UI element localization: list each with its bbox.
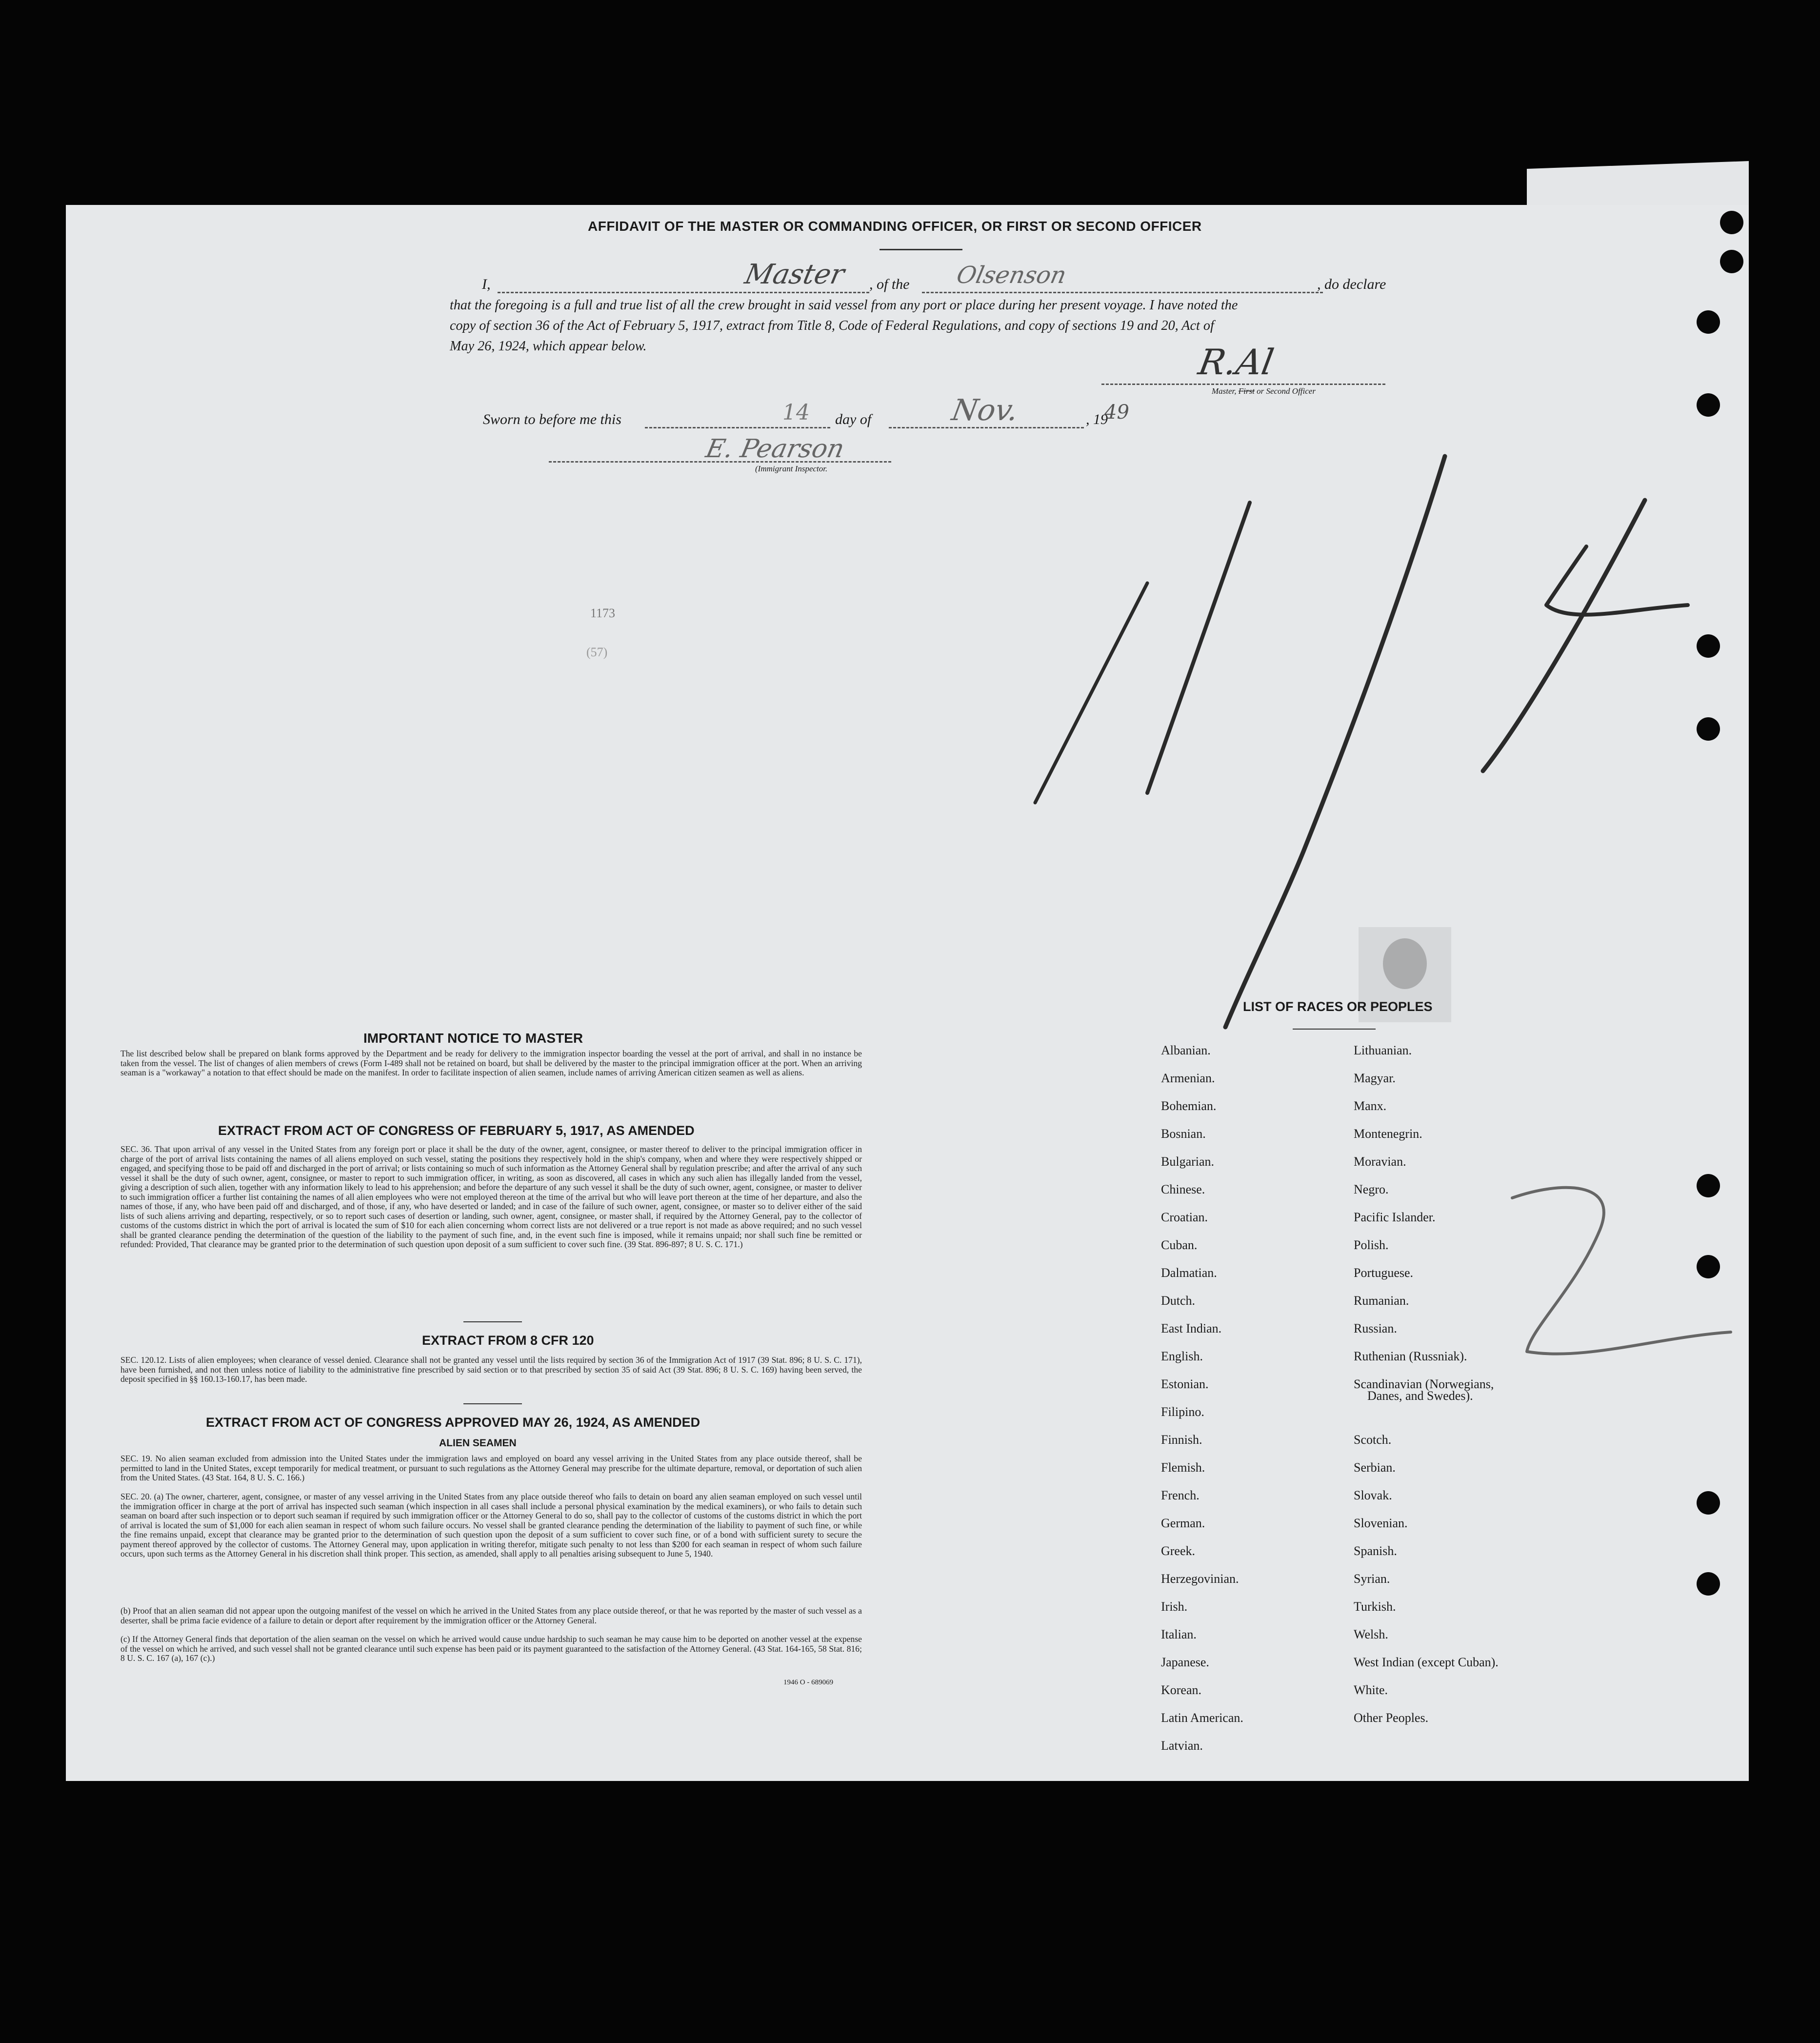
handwritten-month: Nov. — [949, 393, 1021, 427]
handwritten-day: 14 — [782, 400, 810, 425]
extract-1924-subtitle: ALIEN SEAMEN — [439, 1437, 517, 1449]
race-item: Greek. — [1161, 1544, 1196, 1558]
inspector-caption: (Immigrant Inspector. — [755, 464, 828, 473]
race-item: White. — [1354, 1683, 1388, 1697]
race-item: Serbian. — [1354, 1460, 1396, 1475]
race-item: Albanian. — [1161, 1043, 1211, 1057]
race-item: East Indian. — [1161, 1321, 1222, 1335]
extract-1917-title: EXTRACT FROM ACT OF CONGRESS OF FEBRUARY 5, 1917, AS AMENDED — [218, 1123, 695, 1138]
extract-1924-para-20c: (c) If the Attorney General finds that deportation of the alien seaman on the vessel on which he arrived would cause undue hardship to such seaman he may cause him to be deported on another vessel at the expense of the vessel on which he arrived, and such vessel shall not be granted clearance until such expense has been paid or its payment guaranteed to the satisfaction of the Attorney General. (43 Stat. 164-165, 58 Stat. 816; 8 U. S. C. 167 (a), 167 (c).) — [120, 1634, 862, 1663]
race-item: English. — [1161, 1349, 1203, 1363]
race-item: French. — [1161, 1488, 1200, 1502]
race-item: Dutch. — [1161, 1294, 1196, 1308]
race-item: Russian. — [1354, 1321, 1397, 1335]
race-item: Syrian. — [1354, 1572, 1390, 1586]
caption-second-officer: or Second Officer — [1257, 386, 1316, 396]
race-item: Other Peoples. — [1354, 1711, 1429, 1725]
race-item: Ruthenian (Russniak). — [1354, 1349, 1467, 1363]
handwritten-year: 49 — [1104, 401, 1129, 424]
print-code: 1946 O - 689069 — [783, 1679, 834, 1686]
race-item: Magyar. — [1354, 1071, 1396, 1085]
race-item: Cuban. — [1161, 1238, 1198, 1252]
faint-stamp-top: 1173 — [590, 606, 616, 620]
notice-title: IMPORTANT NOTICE TO MASTER — [363, 1031, 583, 1046]
race-item: Bulgarian. — [1161, 1154, 1215, 1169]
do-declare-label: , do declare — [1317, 276, 1386, 292]
separator-rule — [463, 1403, 522, 1404]
race-item: German. — [1161, 1516, 1205, 1530]
race-item: Negro. — [1354, 1182, 1389, 1196]
race-item: Turkish. — [1354, 1599, 1396, 1614]
of-the-label: , of the — [869, 276, 910, 292]
race-item: Pacific Islander. — [1354, 1210, 1436, 1224]
year-prefix: , 19 — [1086, 411, 1108, 427]
day-of-label: day of — [835, 411, 872, 427]
race-item: Rumanian. — [1354, 1294, 1409, 1308]
race-item: Japanese. — [1161, 1655, 1209, 1669]
caption-first-struck: First — [1238, 386, 1255, 396]
sworn-label: Sworn to before me this — [483, 411, 621, 427]
race-item: Latin American. — [1161, 1711, 1243, 1725]
race-item: Finnish. — [1161, 1433, 1202, 1447]
race-item: Irish. — [1161, 1599, 1188, 1614]
race-item: Chinese. — [1161, 1182, 1205, 1196]
extract-1924-para-19: SEC. 19. No alien seaman excluded from admission into the United States under the immigration laws and employed on board any vessel arriving in the United States from any place outside thereof, shall be permitted to land in the United States, except temporarily for medical treatment, or pursuant to such regulations as the Attorney General may prescribe for the ultimate departure, removal, or deportation of such alien from the United States. (43 Stat. 164, 8 U. S. C. 166.) — [120, 1454, 862, 1482]
inspector-signature: E. Pearson — [703, 434, 847, 464]
race-item: Danes, and Swedes). — [1367, 1389, 1473, 1403]
race-item: Scandinavian (Norwegians, — [1354, 1377, 1494, 1391]
affidavit-body-line2: copy of section 36 of the Act of February 5, 1917, extract from Title 8, Code of Federal Regulations, and copy of sections 19 and 20, Act of — [450, 318, 1214, 333]
race-item: Croatian. — [1161, 1210, 1208, 1224]
race-item: Scotch. — [1354, 1433, 1392, 1447]
race-item: Herzegovinian. — [1161, 1572, 1239, 1586]
race-item: Montenegrin. — [1354, 1127, 1422, 1141]
affidavit-body-line3: May 26, 1924, which appear below. — [450, 339, 647, 354]
extract-1924-para-20b: (b) Proof that an alien seaman did not appear upon the outgoing manifest of the vessel on which he arrived in the United States from any place outside thereof, or that he was reported by the master of such vessel as a deserter, shall be prima facie evidence of a failure to detain or deport after requirement by the immigration officer or the Attorney General. — [120, 1606, 862, 1625]
race-item: Dalmatian. — [1161, 1266, 1217, 1280]
race-item: Italian. — [1161, 1627, 1197, 1641]
races-title-rule — [1293, 1029, 1376, 1030]
extract-cfr-title: EXTRACT FROM 8 CFR 120 — [422, 1333, 594, 1348]
extract-1924-para-20a: SEC. 20. (a) The owner, charterer, agent, consignee, or master of any vessel arriving in the United States from any place outside thereof who fails to detain on board any alien seaman employed on such vessel until the immigration officer in charge at the port of arrival has inspected such seaman (which inspection in all cases shall include a personal physical examination by the medical examiners), or who fails to detain such seaman on board after such inspection or to deport such seaman if required by such immigration officer or the Attorney General to do so, shall pay to the collector of customs of the customs district in which the port of arrival is located the sum of $1,000 for each alien seaman in respect of whom such failure occurs. No vessel shall be granted clearance pending the determination of the liability to payment of such fine, or while the fine remains unpaid, except that clearance may be granted prior to the determination of such question upon the deposit of a sum sufficient to cover such fine, or of a bond with sufficient surety to secure the payment thereof approved by the collector of customs. The Attorney General may, upon application in writing therefor, mitigate such penalty to not less than $200 for each seaman in respect of whom such failure occurs, upon such terms as the Attorney General in his discretion shall think proper. This section, as amended, shall apply to all penalties arising subsequent to June 5, 1940. — [120, 1492, 862, 1558]
race-item: Flemish. — [1161, 1460, 1205, 1475]
race-item: Manx. — [1354, 1099, 1387, 1113]
races-title: LIST OF RACES OR PEOPLES — [1243, 999, 1433, 1014]
separator-rule — [463, 1321, 522, 1322]
race-item: Spanish. — [1354, 1544, 1397, 1558]
handwritten-rank: Master — [742, 259, 847, 290]
race-item: Polish. — [1354, 1238, 1389, 1252]
extract-1917-text: SEC. 36. That upon arrival of any vessel in the United States from any foreign port or place it shall be the duty of the owner, agent, consignee, or master thereof to deliver to the principal immigration officer in charge of the port of arrival lists containing the names of all aliens employed on such vessel, stating the positions they respectively hold in the ship's company, when and where they were respectively shipped or engaged, and specifying those to be paid off and discharged in the port of arrival; or lists containing so much of such information as the Attorney General shall by regulation prescribe; and after the arrival of any such vessel it shall be the duty of such owner, agent, consignee, or master to report to such immigration officer, in writing, as soon as discovered, all cases in which any such alien has illegally landed from the vessel, giving a description of such alien, together with any information likely to lead to his apprehension; and before the departure of any such vessel it shall be the duty of such owner, agent, consignee, or master to deliver to such immigration officer a further list containing the names of all alien employees who were not employed thereon at the time of the arrival but who will leave port thereon at the time of her departure, and also the names of those, if any, who have been paid off and discharged, and of those, if any, who have deserted or landed; and in case of the failure of such owner, agent, consignee, or master so to deliver either of the said lists of such aliens arriving and departing, respectively, or so to report such cases of desertion or landing, such owner, agent, consignee, or master shall, if required by the Attorney General, pay to the collector of customs of the customs district in which the port of arrival is located the sum of $10 for each alien concerning whom correct lists are not delivered or a true report is not made as above required; and no such vessel shall be granted clearance pending the determination of the question of the liability to the payment of such fine, and, in the event such fine is imposed, while it remains unpaid; nor shall such fine be remitted or refunded: Provided, That clearance may be granted prior to the determination of such question upon deposit of a sum sufficient to cover such fine. (39 Stat. 896-897; 8 U. S. C. 171.) — [120, 1144, 862, 1249]
race-item: Lithuanian. — [1354, 1043, 1412, 1057]
race-item: Armenian. — [1161, 1071, 1215, 1085]
affidavit-title: AFFIDAVIT OF THE MASTER OR COMMANDING OFFICER, OR FIRST OR SECOND OFFICER — [588, 219, 1202, 234]
handwritten-vessel: Olsenson — [954, 262, 1069, 289]
race-item: Slovak. — [1354, 1488, 1392, 1502]
race-item: Bosnian. — [1161, 1127, 1206, 1141]
extract-1924-title: EXTRACT FROM ACT OF CONGRESS APPROVED MAY 26, 1924, AS AMENDED — [206, 1415, 700, 1430]
race-item: Welsh. — [1354, 1627, 1388, 1641]
extract-cfr-text: SEC. 120.12. Lists of alien employees; when clearance of vessel denied. Clearance shall not be granted any vessel until the lists required by section 36 of the Immigration Act of 1917 (39 Stat. 896; 8 U. S. C. 171), have been furnished, and not then unless notice of liability to the administrative fine prescribed by said section or to that prescribed by section 35 of said Act (39 Stat. 896; 8 U. S. C. 169) having been served, the deposit specified in §§ 160.13-160.17, has been made. — [120, 1355, 862, 1384]
race-item: Portuguese. — [1354, 1266, 1414, 1280]
race-item: Latvian. — [1161, 1739, 1203, 1753]
faint-stamp-bottom: (57) — [586, 645, 608, 659]
notice-text: The list described below shall be prepared on blank forms approved by the Department and be ready for delivery to the immigration inspector boarding the vessel at the port of arrival, and shall in no instance be taken from the vessel. The list of changes of alien members of crews (Form I-489 shall not be retained on board, but shall be delivered by the master to the principal immigration officer at the port. When an arriving seaman is a "workaway" a notation to that effect should be made on the manifest. In order to facilitate inspection of alien seamen, include names of arriving American citizen seamen as well as aliens. — [120, 1049, 862, 1077]
race-item: Korean. — [1161, 1683, 1202, 1697]
caption-master: Master, — [1212, 386, 1237, 396]
race-item: Bohemian. — [1161, 1099, 1217, 1113]
race-item: Filipino. — [1161, 1405, 1204, 1419]
race-item: West Indian (except Cuban). — [1354, 1655, 1499, 1669]
race-item: Moravian. — [1354, 1154, 1406, 1169]
master-signature: R.Al — [1195, 342, 1277, 383]
declarant-label: I, — [482, 276, 491, 292]
race-item: Estonian. — [1161, 1377, 1209, 1391]
affidavit-body-line1: that the foregoing is a full and true list of all the crew brought in said vessel from any port or place during her present voyage. I have noted the — [450, 298, 1238, 313]
race-item: Slovenian. — [1354, 1516, 1408, 1530]
